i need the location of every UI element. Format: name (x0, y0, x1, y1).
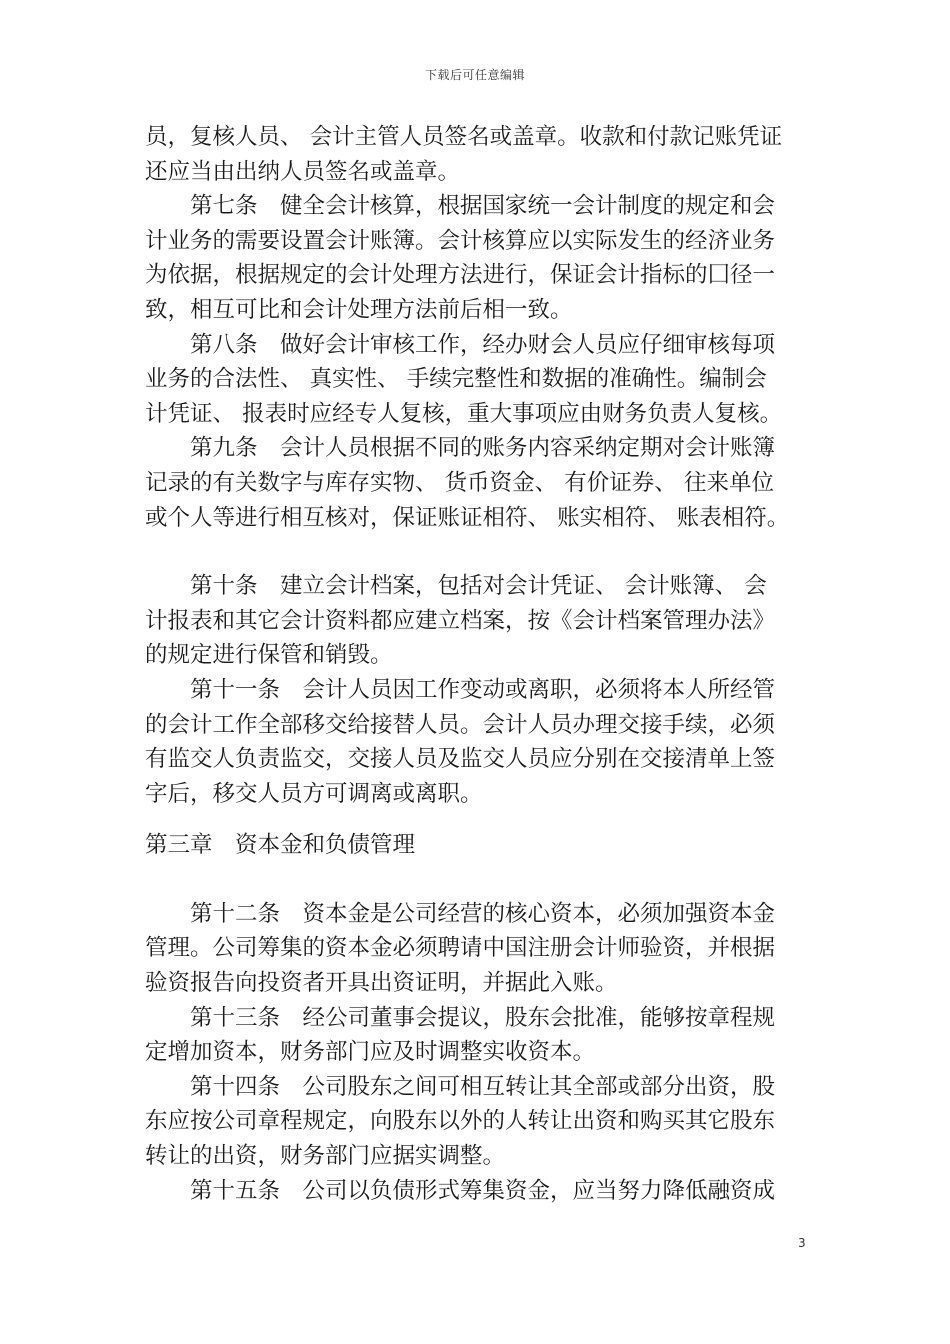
article-14 (145, 1070, 825, 1174)
text-line: 第八条 做好会计审核工作，经办财会人员应仔细审核每项 (190, 331, 776, 358)
paragraph-continuation (145, 120, 825, 189)
text-line: 管理。公司筹集的资本金必须聘请中国注册会计师验资，并根据 (145, 935, 776, 962)
text-line: 第九条 会计人员根据不同的账务内容采纳定期对会计账簿 (190, 435, 776, 462)
article-9 (145, 431, 825, 535)
text-line: 定增加资本，财务部门应及时调整实收资本。 (145, 1039, 596, 1066)
text-line: 或个人等进行相互核对，保证账证相符、 账实相符、 账表相符。 (145, 504, 790, 531)
document-body (145, 120, 825, 1208)
chapter-heading: 第三章 资本金和负债管理 (145, 832, 416, 859)
text-line: 第七条 健全会计核算，根据国家统一会计制度的规定和会 (190, 193, 776, 220)
text-line: 的会计工作全部移交给接替人员。会计人员办理交接手续，必须 (145, 711, 776, 738)
text-line: 业务的合法性、 真实性、 手续完整性和数据的准确性。编制会 (145, 366, 767, 393)
text-line: 的规定进行保管和销毁。 (145, 642, 393, 669)
article-12 (145, 897, 825, 1001)
text-line: 还应当由出纳人员签名或盖章。 (145, 158, 461, 185)
text-line: 计业务的需要设置会计账簿。会计核算应以实际发生的经济业务 (145, 227, 776, 254)
text-line: 第十条 建立会计档案，包括对会计凭证、 会计账簿、 会 (190, 573, 767, 600)
text-line: 第十五条 公司以负债形式筹集资金，应当努力降低融资成 (190, 1177, 776, 1204)
text-line: 转让的出资，财务部门应据实调整。 (145, 1143, 506, 1170)
text-line: 第十三条 经公司董事会提议，股东会批准，能够按章程规 (190, 1004, 776, 1031)
text-line: 致，相互可比和会计处理方法前后相一致。 (145, 296, 573, 323)
article-10 (145, 569, 825, 673)
page-number: 3 (798, 1236, 806, 1250)
text-line: 记录的有关数字与库存实物、 货币资金、 有价证券、 往来单位 (145, 469, 774, 496)
article-13 (145, 1001, 825, 1070)
article-7 (145, 189, 825, 327)
text-line: 第十一条 会计人员因工作变动或离职，必须将本人所经管 (190, 676, 776, 703)
text-line: 第十四条 公司股东之间可相互转让其全部或部分出资，股 (190, 1073, 776, 1100)
text-line: 第十二条 资本金是公司经营的核心资本，必须加强资本金 (190, 900, 776, 927)
article-8 (145, 328, 825, 432)
text-line: 计报表和其它会计资料都应建立档案，按《会计档案管理办法》 (145, 607, 776, 634)
page-header: 下载后可任意编辑 (424, 68, 525, 82)
text-line: 字后，移交人员方可调离或离职。 (145, 780, 483, 807)
text-line: 东应按公司章程规定，向股东以外的人转让出资和购买其它股东 (145, 1108, 776, 1135)
text-line: 为依据，根据规定的会计处理方法进行，保证会计指标的囗径一 (145, 262, 776, 289)
text-line: 有监交人负责监交，交接人员及监交人员应分别在交接清单上签 (145, 746, 776, 773)
article-11 (145, 673, 825, 811)
text-line: 员，复核人员、 会计主管人员签名或盖章。收款和付款记账凭证 (145, 124, 783, 150)
text-line: 验资报告向投资者开具出资证明，并据此入账。 (145, 970, 618, 997)
text-line: 计凭证、 报表时应经专人复核，重大事项应由财务负责人复核。 (145, 400, 783, 427)
article-15 (145, 1174, 825, 1209)
